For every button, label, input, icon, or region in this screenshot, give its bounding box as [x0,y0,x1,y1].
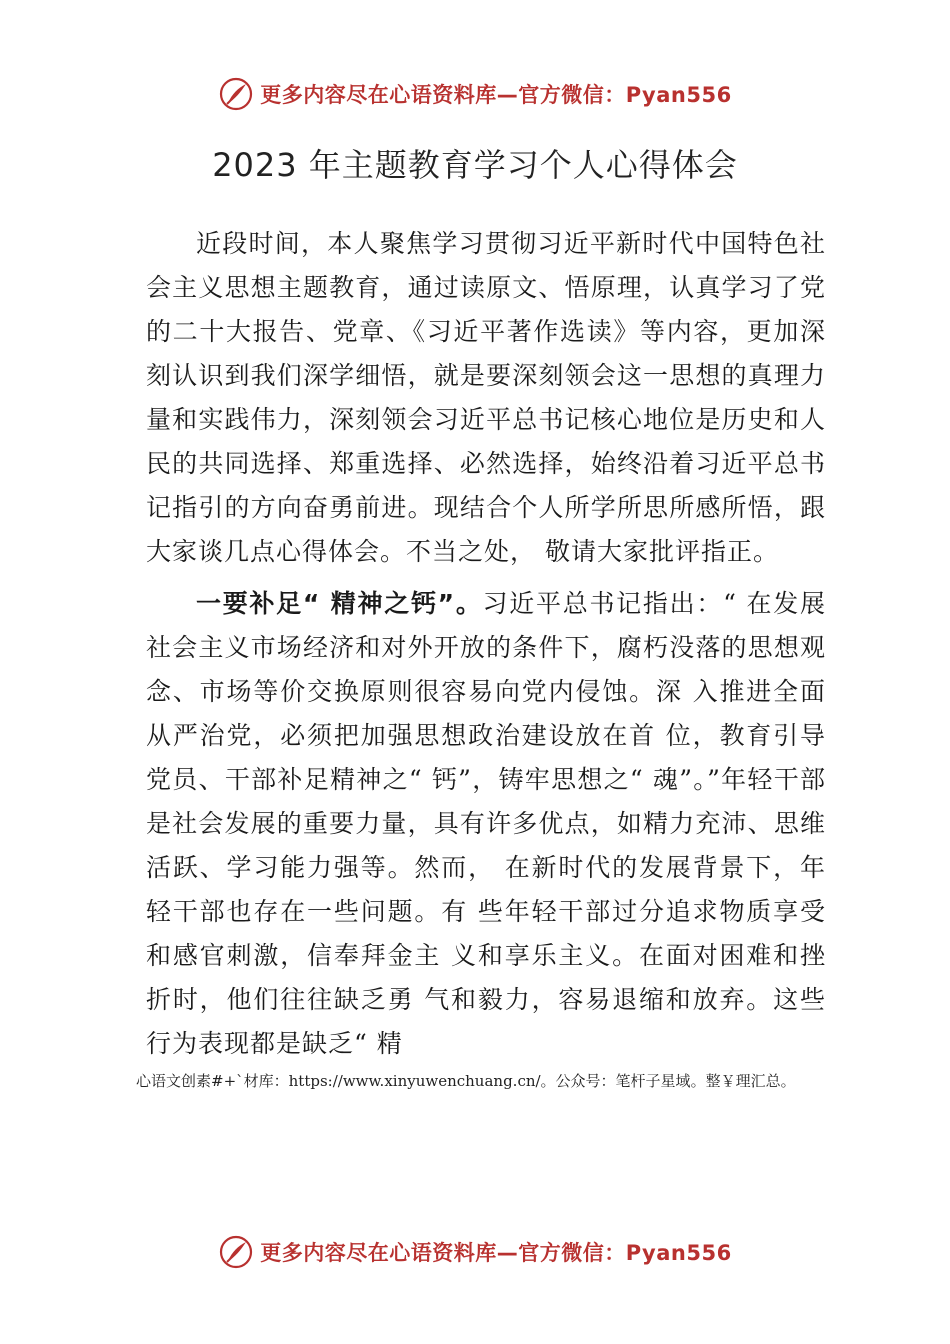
page-title: 2023 年主题教育学习个人心得体会 [212,146,738,184]
footer-banner-text: 更多内容尽在心语资料库—官方微信：Pyan556 [260,1241,732,1265]
document-body [146,222,826,1066]
header-banner-text: 更多内容尽在心语资料库—官方微信：Pyan556 [260,83,732,107]
paragraph-intro: 近段时间，本人聚焦学习贯彻习近平新时代中国特色社会主义思想主题教育，通过读原文、悟原理，认真学习了党的二十大报告、党章、《习近平著作选读》等内容，更加深刻认识到我们深学细悟，就是要深刻领会这一思想的真理力量和实践伟力，深刻领会习近平总书记核心地位是历史和人民的共同选择、郑重选择、必然选择，始终沿着习近平总书记指引的方向奋勇前进。现结合个人所学所思所感所悟，跟大家谈几点心得体会。不当之处， 敬请大家批评指正。 [146,229,826,566]
footnote: 心语文创素#+`材库：https://www.xinyuwenchuang.cn/。公众号：笔杆子星域。整￥理汇总。 [136,1072,796,1090]
feather-quill-logo-icon [218,1234,254,1270]
paragraph-section-1 [146,582,826,1066]
section-1-text: 习近平总书记指出：“ 在发展社会主义市场经济和对外开放的条件下，腐朽没落的思想观念、市场等价交换原则很容易向党内侵蚀。深 入推进全面从严治党，必须把加强思想政治建设放在首 位，教育引导党员、干部补足精神之“ 钙”，铸牢思想之“ 魂”。”年轻干部是社会发展的重要力量，具有许多优点，如精力充沛、思维活跃、学习能力强等。然而， 在新时代的发展背景下，年轻干部也存在一些问题。有 些年轻干部过分追求物质享受和感官刺激，信奉拜金主 义和享乐主义。在面对困难和挫折时，他们往往缺乏勇 气和毅力，容易退缩和放弃。这些行为表现都是缺乏“ 精 [146,589,826,1058]
feather-quill-logo-icon [218,76,254,112]
section-heading: 一要补足“ 精神之钙”。 [196,589,483,618]
footer-banner [0,1228,950,1276]
header-banner [0,70,950,118]
